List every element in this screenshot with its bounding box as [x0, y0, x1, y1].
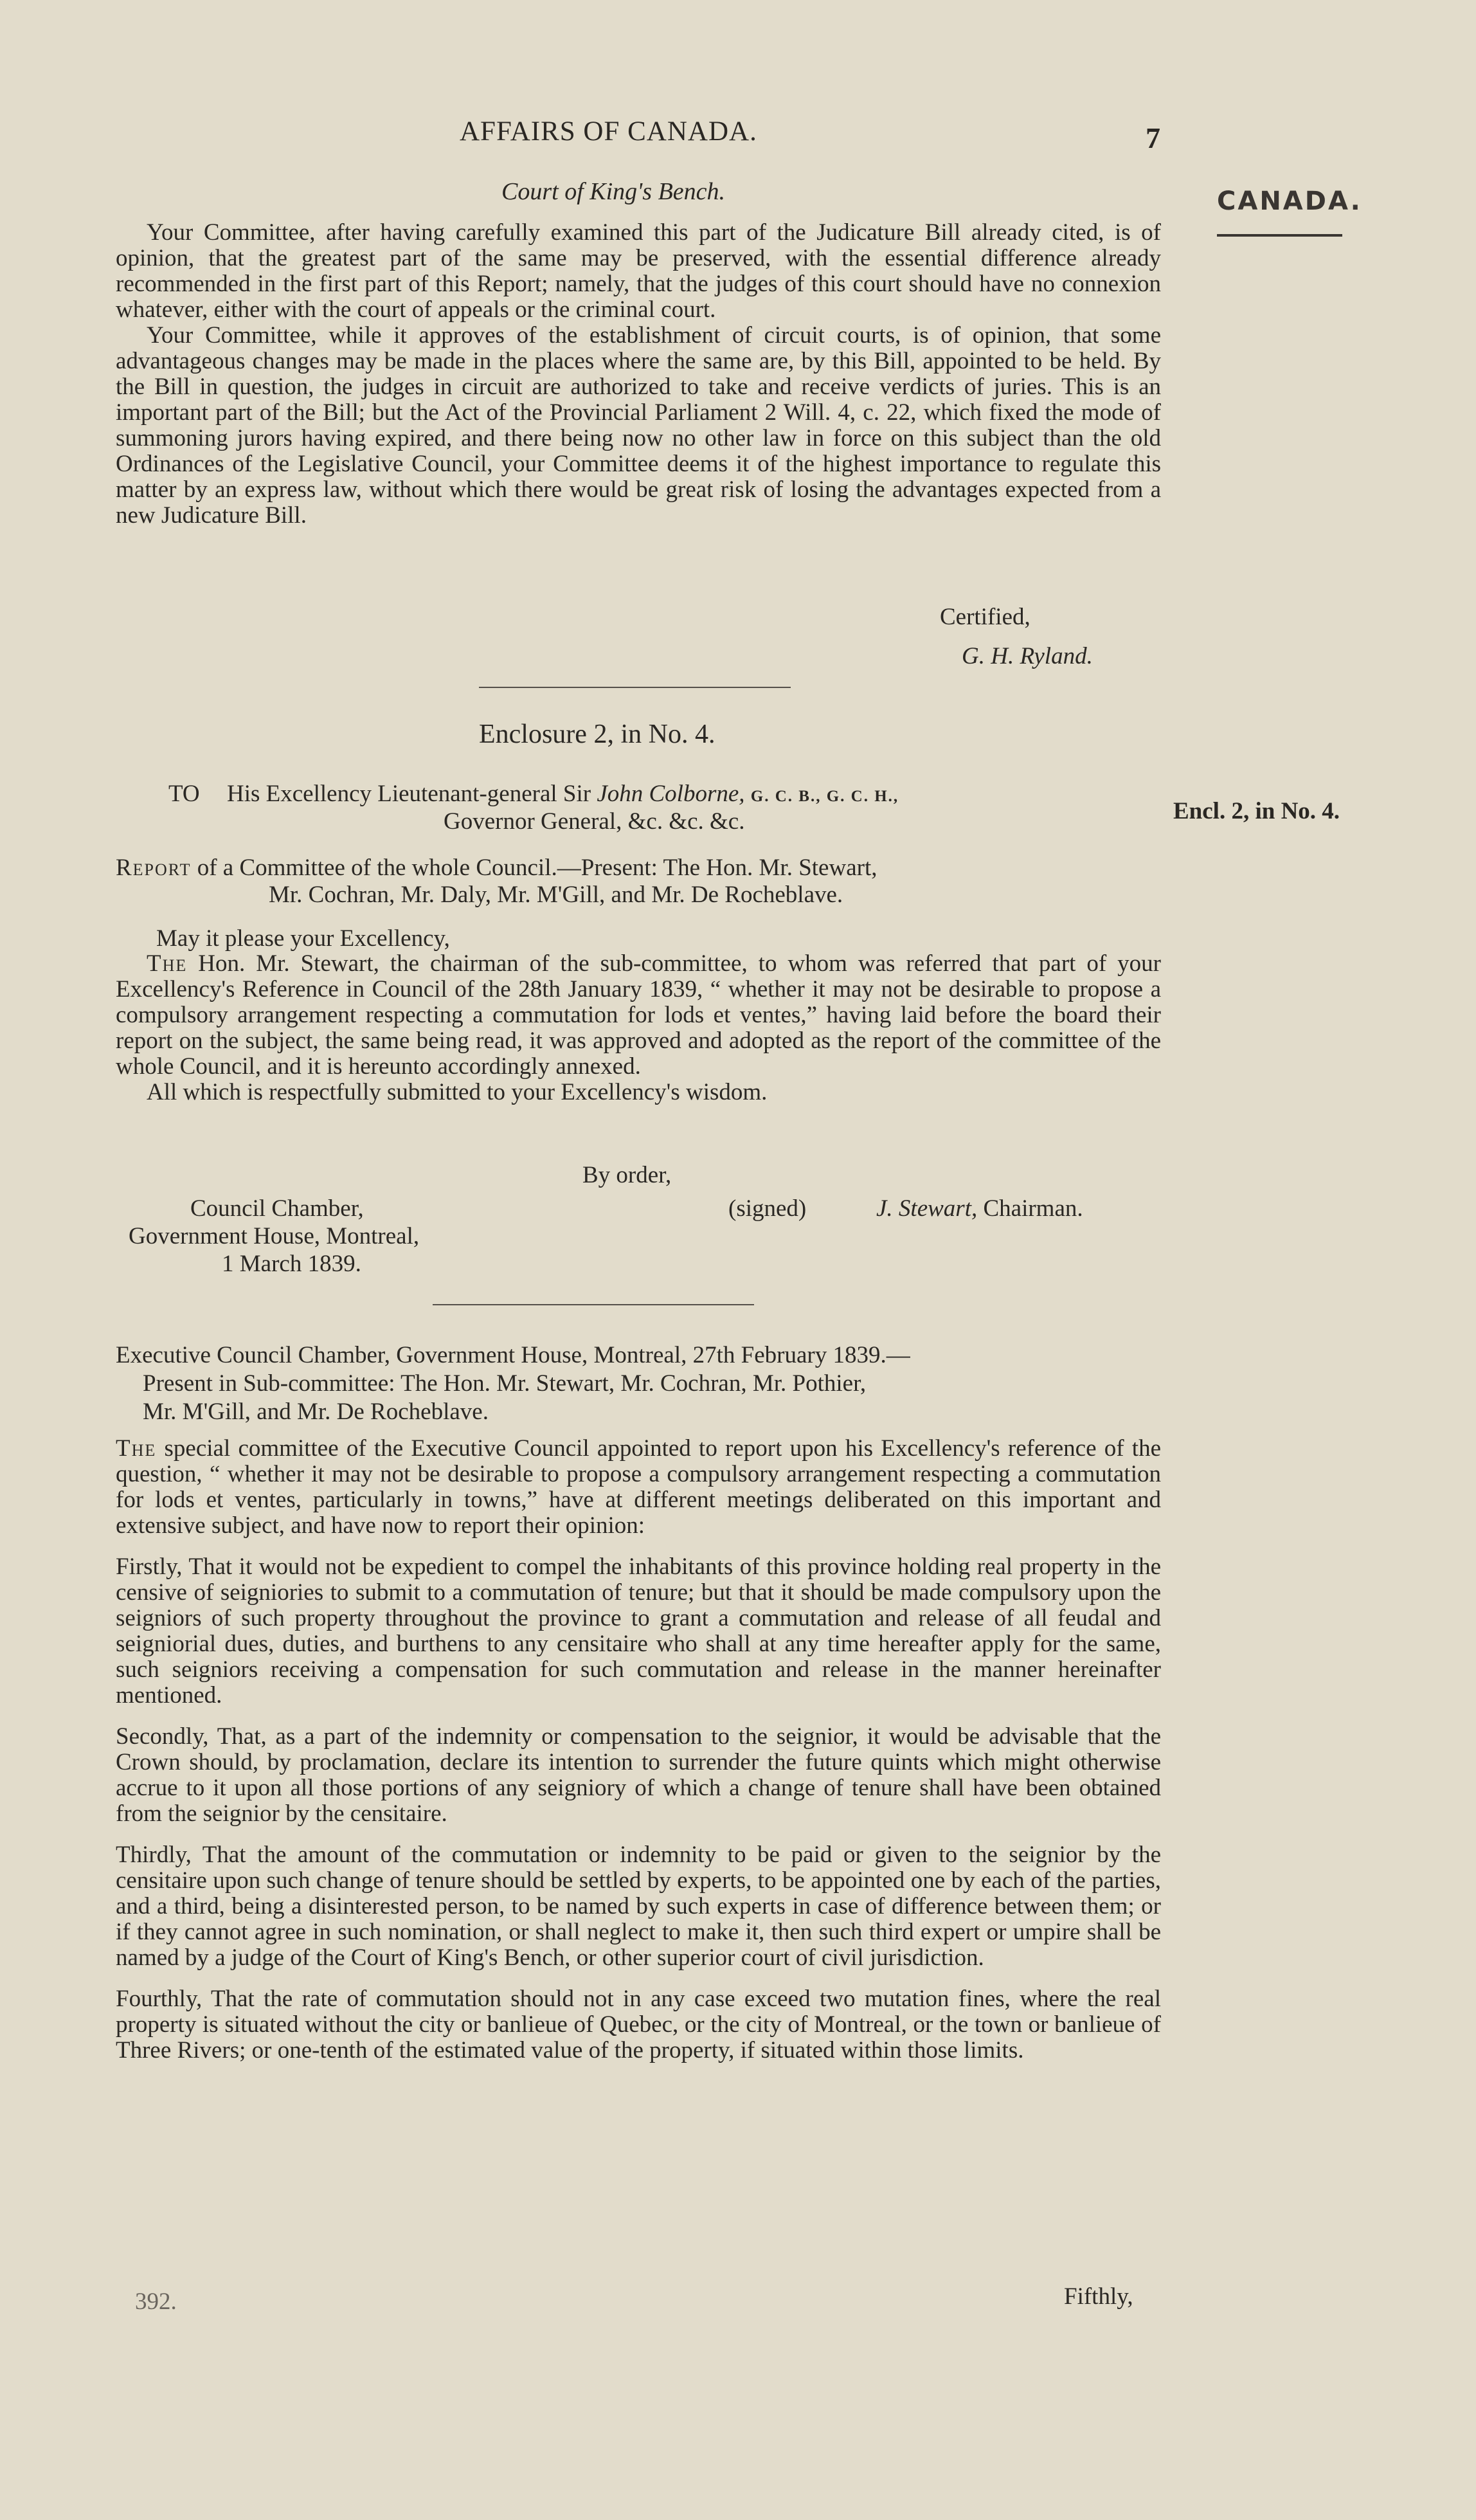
report-lead-word: The	[147, 950, 188, 977]
executive-paragraph-5: Fourthly, That the rate of commutation should not in any case exceed two mutation fines, where the real property is situated without the city or banlieue of Quebec, or the city of Montreal, or the town or banlieue of Three Rivers; or one-tenth of the estimated value of the property, if situated within those limits.	[116, 1986, 1161, 2063]
page-number: 7	[1146, 122, 1160, 154]
signature-mark: 392.	[135, 2289, 177, 2315]
court-section-body	[116, 220, 1161, 529]
margin-heading: CANADA.	[1217, 186, 1362, 216]
executive-paragraph-3: Secondly, That, as a part of the indemnity or compensation to the seignior, it would be advisable that the Crown should, by proclamation, declare its intention to surrender the future quints which might otherwise accrue to it upon all those portions of any seigniory of which a change of tenure shall have been obtained from the seignior by the censitaire.	[116, 1723, 1161, 1827]
address-title: His Excellency Lieutenant-general Sir	[227, 781, 597, 807]
chamber-line-3: 1 March 1839.	[222, 1251, 361, 1277]
executive-lead-word: The	[116, 1435, 157, 1462]
catchword: Fifthly,	[1064, 2283, 1133, 2310]
certified-label: Certified,	[940, 604, 1030, 630]
executive-paragraph-4: Thirdly, That the amount of the commutation or indemnity to be paid or given to the seignior by the censitaire upon such change of tenure should be settled by experts, to be appointed one by each of the parties, and a third, being a disinterested person, to be named by such experts in case of difference between them; or if they cannot agree in such nomination, or shall neglect to make it, then such third expert or umpire shall be named by a judge of the Court of King's Bench, or other superior court of civil jurisdiction.	[116, 1842, 1161, 1971]
report-line-1	[116, 855, 877, 881]
executive-paragraph-2: Firstly, That it would not be expedient to compel the inhabitants of this province holding real property in the censive of seigniories to submit to a commutation of tenure; but that it should be made compulsory upon the seigniors of such property throughout the province to grant a commutation and release of all feudal and seigniorial dues, duties, and burthens to any censitaire who shall at any time hereafter apply for the same, such seigniors receiving a compensation for such commutation and release in the manner hereinafter mentioned.	[116, 1554, 1161, 1709]
signed-label: (signed)	[728, 1195, 807, 1222]
report-rest: of a Committee of the whole Council.—Present: The Hon. Mr. Stewart,	[197, 855, 878, 881]
subsection-divider	[433, 1304, 754, 1305]
address-honours: G. C. B., G. C. H.,	[750, 788, 899, 805]
chairman-title: Chairman.	[983, 1195, 1083, 1222]
report-paragraph-text: Hon. Mr. Stewart, the chairman of the sub-committee, to whom was referred that part of your Excellency's Reference in Council of the 28th January 1839, “ whether it may not be desirable to propose a compulsory arrangement respecting a commutation for lods et ventes,” having laid before the board their report on the subject, the same being read, it was approved and adopted as the report of the committee of the whole Council, and it is hereunto accordingly annexed.	[116, 950, 1161, 1080]
address-line-2: Governor General, &c. &c. &c.	[444, 808, 745, 835]
report-paragraph	[116, 951, 1161, 1080]
court-paragraph-2: Your Committee, while it approves of the establishment of circuit courts, is of opinion, that some advantageous changes may be made in the places where the same are, by this Bill, appointed to be held. By the Bill in question, the judges in circuit are authorized to take and receive verdicts of juries. This is an important part of the Bill; but the Act of the Provincial Parliament 2 Will. 4, c. 22, which fixed the mode of summoning jurors having expired, and there being now no other law in force on this subject than the old Ordinances of the Legislative Council, your Committee deems it of the highest importance to regulate this matter by an express law, without which there would be great risk of losing the advantages expected from a new Judicature Bill.	[116, 322, 1161, 529]
executive-intro-line-1: Executive Council Chamber, Government House, Montreal, 27th February 1839.—	[116, 1342, 910, 1368]
margin-rule	[1217, 234, 1342, 237]
executive-paragraph-1	[116, 1436, 1161, 1539]
chamber-line-2: Government House, Montreal,	[129, 1223, 420, 1249]
salutation: May it please your Excellency,	[156, 925, 450, 952]
address-to: TO	[168, 781, 200, 807]
section-title: Court of King's Bench.	[501, 178, 726, 205]
report-word: Report	[116, 855, 192, 881]
margin-enclosure-note: Encl. 2, in No. 4.	[1173, 798, 1340, 824]
section-divider	[479, 687, 791, 688]
address-name: John Colborne,	[597, 781, 745, 807]
certified-signature: G. H. Ryland.	[962, 643, 1093, 669]
enclosure-heading: Enclosure 2, in No. 4.	[479, 720, 716, 749]
running-head: AFFAIRS OF CANADA.	[460, 116, 757, 147]
court-paragraph-1: Your Committee, after having carefully examined this part of the Judicature Bill already cited, is of opinion, that the greatest part of the same may be preserved, with the essential difference already recommended in the first part of this Report; namely, that the judges of this court should have no connexion whatever, either with the court of appeals or the criminal court.	[116, 219, 1161, 323]
report-line-2: Mr. Cochran, Mr. Daly, Mr. M'Gill, and Mr. De Rocheblave.	[269, 882, 843, 908]
chairman-signature	[876, 1196, 1083, 1222]
executive-paragraph-1-text: special committee of the Executive Council appointed to report upon his Excellency's reference of the question, “ whether it may not be desirable to propose a compulsory arrangement respecting a commutation for lods et ventes, particularly in towns,” have at different meetings deliberated on this important and extensive subject, and have now to report their opinion:	[116, 1435, 1161, 1539]
executive-body	[116, 1436, 1161, 2063]
report-body	[116, 951, 1161, 1105]
chamber-line-1: Council Chamber,	[190, 1195, 364, 1222]
executive-intro-line-2: Present in Sub-committee: The Hon. Mr. Stewart, Mr. Cochran, Mr. Pothier,	[143, 1370, 867, 1397]
chairman-name: J. Stewart,	[876, 1195, 978, 1222]
executive-intro-line-3: Mr. M'Gill, and Mr. De Rocheblave.	[143, 1399, 489, 1425]
address-line-1	[227, 781, 899, 810]
submitted-line: All which is respectfully submitted to your Excellency's wisdom.	[147, 1079, 768, 1105]
by-order: By order,	[582, 1162, 672, 1188]
